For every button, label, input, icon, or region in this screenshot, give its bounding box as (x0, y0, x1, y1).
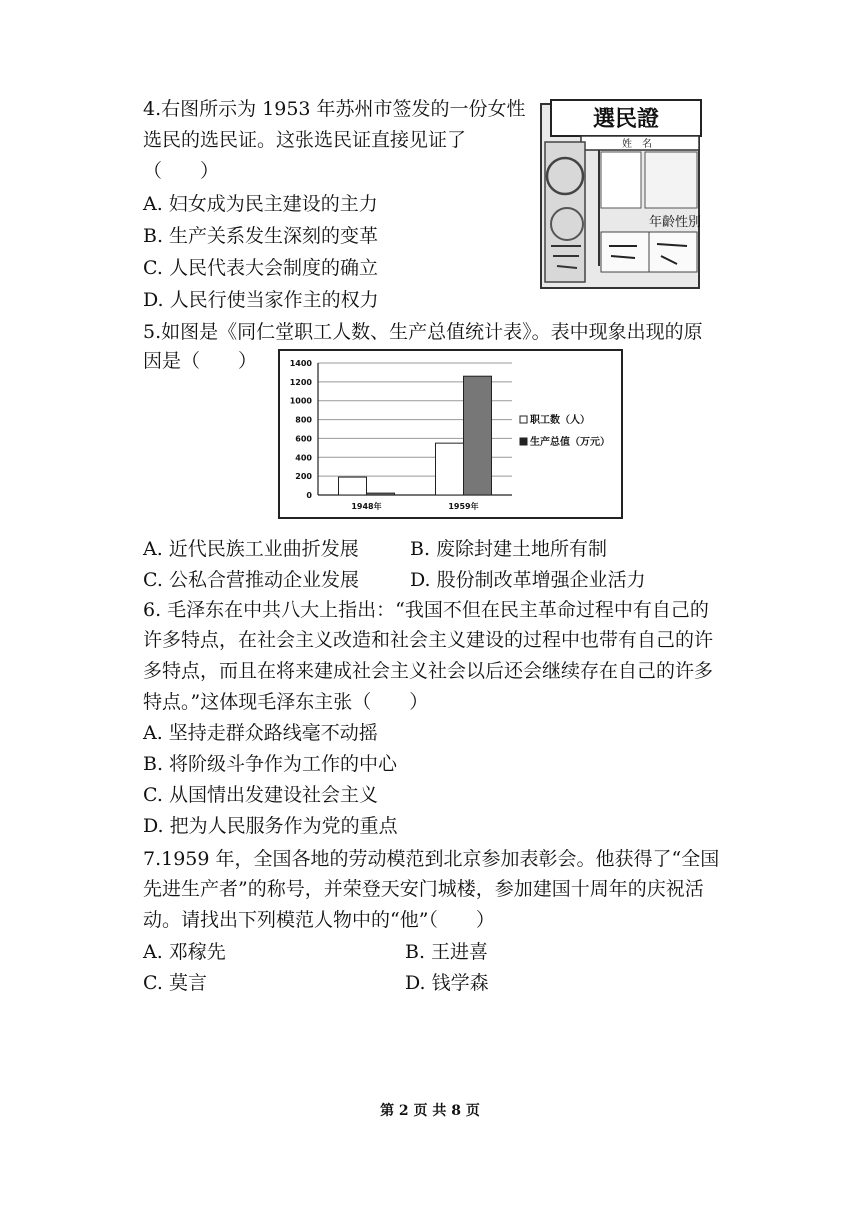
chart-svg (280, 351, 621, 517)
q5-option-b: B. 废除封建土地所有制 (410, 538, 608, 560)
q7-option-b: B. 王进喜 (405, 941, 489, 963)
voter-card-age-field: 年齡性別 (649, 215, 702, 230)
q6-option-c: C. 从国情出发建设社会主义 (143, 784, 378, 806)
page-footer: 第 2 页 共 8 页 (380, 1103, 480, 1119)
legend-label: 生产总值（万元） (530, 437, 610, 448)
voter-card-image (537, 96, 703, 292)
legend-swatch (520, 438, 527, 445)
q4-stem-line-2: 选民的选民证。这张选民证直接见证了 (143, 129, 467, 151)
bar-staff (436, 443, 464, 495)
q4-stem-line-1: 4.右图所示为 1953 年苏州市签发的一份女性 (143, 98, 526, 120)
q6-stem-line-4: 特点。”这体现毛泽东主张（ ） (143, 691, 429, 713)
q5-option-d: D. 股份制改革增强企业活力 (410, 569, 646, 591)
q7-stem-line-3: 动。请找出下列模范人物中的“他”（ ） (143, 909, 495, 931)
bar-output (367, 493, 395, 495)
legend-label: 职工数（人） (530, 415, 590, 426)
x-tick-label: 1948年 (351, 502, 382, 511)
staff-output-bar-chart (278, 349, 623, 519)
voter-card-title: 選民證 (592, 106, 660, 132)
q4-option-c: C. 人民代表大会制度的确立 (143, 257, 378, 279)
q6-option-a: A. 坚持走群众路线毫不动摇 (143, 722, 378, 744)
y-tick-label: 1400 (289, 359, 312, 368)
q7-option-d: D. 钱学森 (405, 972, 489, 994)
q5-option-a: A. 近代民族工业曲折发展 (143, 538, 359, 560)
q7-option-a: A. 邓稼先 (143, 941, 226, 963)
bar-staff (339, 477, 367, 495)
q6-option-b: B. 将阶级斗争作为工作的中心 (143, 753, 398, 775)
q7-option-c: C. 莫言 (143, 972, 207, 994)
q4-option-b: B. 生产关系发生深刻的变革 (143, 225, 379, 247)
q6-option-d: D. 把为人民服务作为党的重点 (143, 815, 398, 837)
legend-swatch (520, 416, 527, 423)
q5-stem-line-2: 因是（ ） (143, 350, 258, 372)
y-tick-label: 0 (306, 491, 312, 500)
q5-stem-line-1: 5.如图是《同仁堂职工人数、生产总值统计表》。表中现象出现的原 (143, 321, 703, 343)
voter-card-name-field: 姓 名 (622, 139, 652, 150)
q4-option-d: D. 人民行使当家作主的权力 (143, 289, 379, 311)
y-tick-label: 400 (295, 453, 312, 463)
bar-output (464, 376, 492, 495)
q7-stem-line-2: 先进生产者”的称号，并荣登天安门城楼，参加建国十周年的庆祝活 (143, 878, 704, 900)
y-tick-label: 1000 (289, 396, 312, 406)
y-tick-label: 800 (295, 415, 312, 425)
q6-stem-line-3: 多特点，而且在将来建成社会主义社会以后还会继续存在自己的许多 (143, 660, 714, 682)
q4-option-a: A. 妇女成为民主建设的主力 (143, 193, 378, 215)
y-tick-label: 600 (295, 434, 312, 444)
y-tick-label: 1200 (289, 377, 312, 387)
q6-stem-line-2: 许多特点，在社会主义改造和社会主义建设的过程中也带有自己的许 (143, 629, 714, 651)
q7-stem-line-1: 7.1959 年，全国各地的劳动模范到北京参加表彰会。他获得了“全国 (143, 848, 720, 870)
q4-answer-blank: （ ） (143, 160, 220, 182)
y-tick-label: 200 (295, 472, 312, 482)
q5-option-c: C. 公私合营推动企业发展 (143, 569, 359, 591)
q6-stem-line-1: 6. 毛泽东在中共八大上指出：“我国不但在民主革命过程中有自己的 (143, 599, 709, 621)
x-tick-label: 1959年 (448, 502, 479, 511)
